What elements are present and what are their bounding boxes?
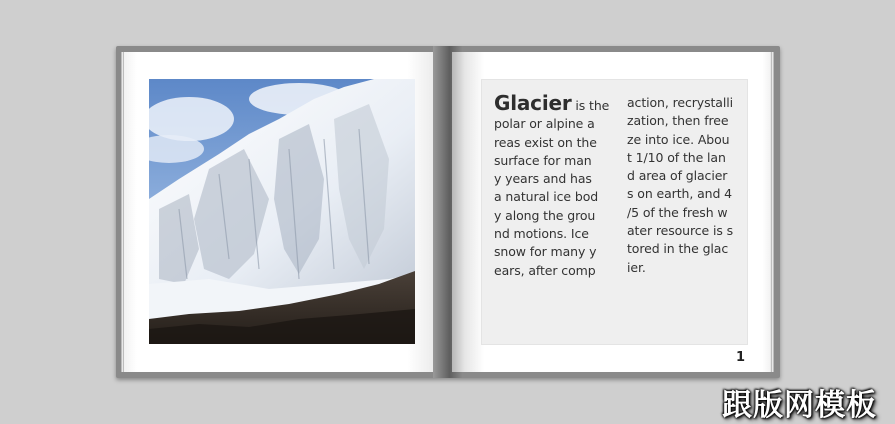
text-line: ier. xyxy=(627,259,646,275)
text-column-2 xyxy=(627,94,735,277)
text-line: y along the grou xyxy=(494,207,596,223)
mountain-photo xyxy=(149,79,415,344)
text-line: y years and has xyxy=(494,171,592,187)
text-line: snow for many y xyxy=(494,244,597,260)
text-line: surface for man xyxy=(494,152,592,168)
page-number: 1 xyxy=(736,350,746,365)
watermark-logo: 跟版网模板 xyxy=(722,388,877,423)
text-line: tored in the glac xyxy=(627,241,729,257)
text-line: d area of glacier xyxy=(627,168,728,184)
text-line: zation, then free xyxy=(627,113,729,129)
text-line: is the xyxy=(571,98,610,113)
text-line: a natural ice bod xyxy=(494,189,599,205)
text-line: ears, after comp xyxy=(494,262,596,278)
text-panel xyxy=(481,79,748,345)
text-line: t 1/10 of the lan xyxy=(627,149,726,165)
text-line: reas exist on the xyxy=(494,134,597,150)
text-line: ater resource is s xyxy=(627,223,734,239)
text-line: polar or alpine a xyxy=(494,116,595,132)
text-column-1 xyxy=(494,91,610,280)
text-line: /5 of the fresh w xyxy=(627,204,728,220)
right-page-edges xyxy=(770,52,774,372)
text-line: action, recrystalli xyxy=(627,95,733,110)
text-line: nd motions. Ice xyxy=(494,226,589,242)
text-line: ze into ice. Abou xyxy=(627,131,730,147)
title-line xyxy=(494,91,610,115)
headword: Glacier xyxy=(494,91,572,115)
text-line: s on earth, and 4 xyxy=(627,186,733,202)
